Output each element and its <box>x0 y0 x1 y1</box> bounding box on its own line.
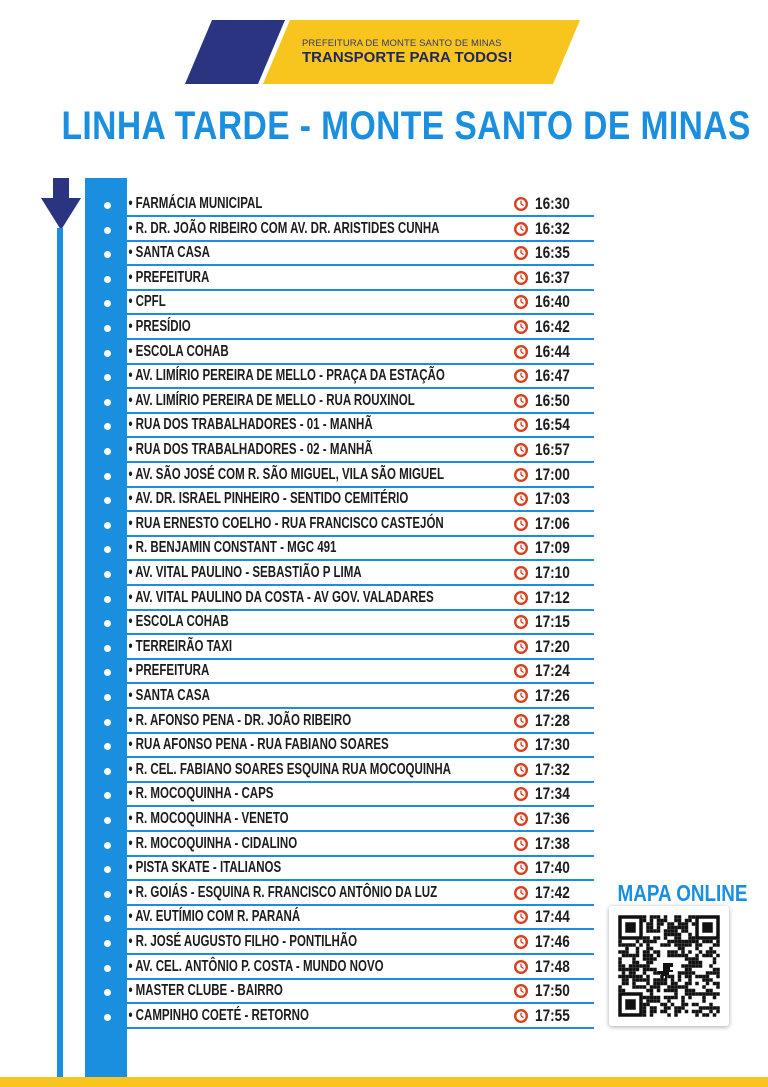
stop-row <box>0 316 600 340</box>
bullet-dot <box>104 694 111 701</box>
stop-time: 17:40 <box>535 858 570 878</box>
stop-time: 17:09 <box>535 538 570 558</box>
clock-icon <box>513 540 529 556</box>
stop-time: 16:35 <box>535 243 570 263</box>
stop-time: 17:15 <box>535 612 570 632</box>
stop-time: 17:50 <box>535 981 570 1001</box>
stop-name: • FARMÁCIA MUNICIPAL <box>128 195 263 212</box>
bullet-dot <box>104 251 111 258</box>
clock-icon <box>513 983 529 999</box>
bullet-dot <box>104 473 111 480</box>
stop-time: 16:57 <box>535 440 570 459</box>
bullet-dot <box>104 768 111 775</box>
stop-name: • AV. LIMÍRIO PEREIRA DE MELLO - PRAÇA DA ESTAÇÃO <box>128 367 445 385</box>
stop-name: • R. GOIÁS - ESQUINA R. FRANCISCO ANTÔNIO DA LUZ <box>128 883 438 901</box>
clock-icon <box>513 713 529 729</box>
clock-icon <box>513 565 529 581</box>
bullet-dot <box>104 915 111 922</box>
bullet-dot <box>104 571 111 578</box>
stop-time: 17:20 <box>535 636 570 656</box>
clock-icon <box>513 221 529 237</box>
stop-row <box>0 833 600 857</box>
stop-time: 16:30 <box>535 194 570 213</box>
stop-time: 17:06 <box>535 513 570 533</box>
stop-time: 17:46 <box>535 932 570 951</box>
stop-row <box>0 488 600 512</box>
clock-icon <box>513 836 529 852</box>
stop-name: • RUA DOS TRABALHADORES - 01 - MANHÃ <box>128 416 373 434</box>
stop-name: • CAMPINHO COETÉ - RETORNO <box>128 1006 309 1024</box>
clock-icon <box>513 245 529 261</box>
stop-name: • RUA ERNESTO COELHO - RUA FRANCISCO CASTEJÓN <box>128 514 444 532</box>
clock-icon <box>513 590 529 606</box>
clock-icon <box>513 614 529 630</box>
clock-icon <box>513 663 529 679</box>
stop-row <box>0 931 600 955</box>
stop-name: • SANTA CASA <box>128 244 210 262</box>
clock-icon <box>513 786 529 802</box>
stop-time: 16:32 <box>535 218 570 238</box>
clock-icon <box>513 762 529 778</box>
stop-name: • MASTER CLUBE - BAIRRO <box>128 982 283 1000</box>
clock-icon <box>513 860 529 876</box>
stop-time: 16:37 <box>535 267 570 287</box>
stop-time: 16:42 <box>535 317 570 336</box>
stop-row <box>0 611 600 635</box>
bullet-dot <box>104 1014 111 1021</box>
stop-time: 16:47 <box>535 366 570 386</box>
stop-row <box>0 193 600 217</box>
stop-time: 17:32 <box>535 759 570 779</box>
bullet-dot <box>104 596 111 603</box>
stop-row <box>0 267 600 291</box>
stop-time: 17:34 <box>535 784 570 804</box>
clock-icon <box>513 368 529 384</box>
bullet-dot <box>104 202 111 209</box>
stop-row <box>0 464 600 488</box>
qr-code-icon <box>609 906 729 1026</box>
bullet-dot <box>104 989 111 996</box>
bullet-dot <box>104 423 111 430</box>
clock-icon <box>513 319 529 335</box>
stop-name: • R. JOSÉ AUGUSTO FILHO - PONTILHÃO <box>128 933 358 950</box>
clock-icon <box>513 639 529 655</box>
stop-name: • PRESÍDIO <box>128 318 191 335</box>
bullet-dot <box>104 350 111 357</box>
clock-icon <box>513 294 529 310</box>
stop-row <box>0 783 600 807</box>
bullet-dot <box>104 669 111 676</box>
clock-icon <box>513 934 529 950</box>
bullet-dot <box>104 965 111 972</box>
stop-name: • ESCOLA COHAB <box>128 342 229 360</box>
clock-icon <box>513 909 529 925</box>
bottom-bar <box>0 1077 768 1087</box>
stop-row <box>0 562 600 586</box>
stop-name: • R. AFONSO PENA - DR. JOÃO RIBEIRO <box>128 711 352 729</box>
bullet-dot <box>104 940 111 947</box>
stop-name: • AV. LIMÍRIO PEREIRA DE MELLO - RUA ROUXINOL <box>128 391 415 409</box>
stop-name: • SANTA CASA <box>128 687 210 704</box>
stop-time: 17:42 <box>535 882 570 902</box>
stop-row <box>0 759 600 783</box>
page-title: LINHA TARDE - MONTE SANTO DE MINAS <box>61 104 751 148</box>
stop-name: • AV. SÃO JOSÉ COM R. SÃO MIGUEL, VILA SÃO MIGUEL <box>128 465 444 483</box>
stop-name: • R. CEL. FABIANO SOARES ESQUINA RUA MOCOQUINHA <box>128 760 451 778</box>
stop-name: • RUA AFONSO PENA - RUA FABIANO SOARES <box>128 736 389 754</box>
stop-row <box>0 1005 600 1029</box>
stop-name: • R. MOCOQUINHA - CIDALINO <box>128 834 298 852</box>
row-underline <box>127 1027 594 1029</box>
stop-time: 17:48 <box>535 956 570 976</box>
stop-row <box>0 808 600 832</box>
stop-name: • AV. VITAL PAULINO DA COSTA - AV GOV. VALADARES <box>128 588 434 606</box>
stop-name: • PREFEITURA <box>128 662 210 680</box>
bullet-dot <box>104 792 111 799</box>
bullet-dot <box>104 891 111 898</box>
stop-name: • AV. DR. ISRAEL PINHEIRO - SENTIDO CEMITÉRIO <box>128 490 409 508</box>
stop-time: 17:38 <box>535 833 570 853</box>
bullet-dot <box>104 374 111 381</box>
qr-title: MAPA ONLINE <box>617 880 748 906</box>
qr-code-box[interactable] <box>609 906 729 1026</box>
stop-row <box>0 906 600 930</box>
stop-name: • R. MOCOQUINHA - VENETO <box>128 810 289 827</box>
clock-icon <box>513 885 529 901</box>
bullet-dot <box>104 325 111 332</box>
clock-icon <box>513 442 529 458</box>
stop-row <box>0 710 600 734</box>
clock-icon <box>513 688 529 704</box>
stop-name: • R. DR. JOÃO RIBEIRO COM AV. DR. ARISTIDES CUNHA <box>128 219 440 237</box>
stop-name: • ESCOLA COHAB <box>128 613 229 631</box>
bullet-dot <box>104 300 111 307</box>
banner-subtitle: PREFEITURA DE MONTE SANTO DE MINAS <box>302 38 502 49</box>
header-banner <box>0 0 768 100</box>
stop-row <box>0 980 600 1004</box>
stop-row <box>0 660 600 684</box>
bullet-dot <box>104 497 111 504</box>
stop-time: 17:12 <box>535 587 570 607</box>
stop-name: • PREFEITURA <box>128 268 210 286</box>
bullet-dot <box>104 719 111 726</box>
stop-row <box>0 857 600 881</box>
stop-row <box>0 365 600 389</box>
stop-time: 17:03 <box>535 489 570 509</box>
stop-row <box>0 636 600 660</box>
clock-icon <box>513 959 529 975</box>
clock-icon <box>513 417 529 433</box>
bullet-dot <box>104 399 111 406</box>
banner-tagline: TRANSPORTE PARA TODOS! <box>302 49 513 66</box>
stop-name: • AV. VITAL PAULINO - SEBASTIÃO P LIMA <box>128 564 362 581</box>
stop-name: • CPFL <box>128 293 166 311</box>
stop-row <box>0 341 600 365</box>
stop-time: 17:30 <box>535 735 570 755</box>
stop-time: 17:44 <box>535 907 570 927</box>
stop-time: 16:54 <box>535 415 570 435</box>
stop-row <box>0 537 600 561</box>
clock-icon <box>513 811 529 827</box>
stop-time: 17:26 <box>535 686 570 705</box>
clock-icon <box>513 737 529 753</box>
stop-row <box>0 882 600 906</box>
stop-row <box>0 685 600 709</box>
stop-row <box>0 956 600 980</box>
stop-row <box>0 414 600 438</box>
bullet-dot <box>104 645 111 652</box>
clock-icon <box>513 196 529 212</box>
stop-row <box>0 242 600 266</box>
clock-icon <box>513 1008 529 1024</box>
bullet-dot <box>104 743 111 750</box>
bullet-dot <box>104 448 111 455</box>
stop-name: • R. BENJAMIN CONSTANT - MGC 491 <box>128 539 337 557</box>
stop-row <box>0 513 600 537</box>
stop-row <box>0 439 600 463</box>
stop-name: • TERREIRÃO TAXI <box>128 637 233 655</box>
stop-name: • RUA DOS TRABALHADORES - 02 - MANHÃ <box>128 441 373 458</box>
stop-row <box>0 218 600 242</box>
bullet-dot <box>104 227 111 234</box>
stop-row <box>0 734 600 758</box>
bullet-dot <box>104 842 111 849</box>
clock-icon <box>513 393 529 409</box>
clock-icon <box>513 344 529 360</box>
clock-icon <box>513 467 529 483</box>
stop-name: • R. MOCOQUINHA - CAPS <box>128 785 274 803</box>
stop-time: 16:50 <box>535 390 570 410</box>
stop-row <box>0 291 600 315</box>
bullet-dot <box>104 276 111 283</box>
stop-row <box>0 587 600 611</box>
clock-icon <box>513 270 529 286</box>
stop-name: • PISTA SKATE - ITALIANOS <box>128 859 282 877</box>
stop-time: 16:44 <box>535 341 570 361</box>
stop-time: 17:24 <box>535 661 570 681</box>
stop-time: 17:55 <box>535 1005 570 1025</box>
stop-row <box>0 390 600 414</box>
stop-time: 17:10 <box>535 563 570 582</box>
bullet-dot <box>104 866 111 873</box>
stop-time: 17:36 <box>535 809 570 828</box>
stop-name: • AV. CEL. ANTÔNIO P. COSTA - MUNDO NOVO <box>128 957 384 975</box>
stop-time: 17:00 <box>535 464 570 484</box>
bullet-dot <box>104 522 111 529</box>
bullet-dot <box>104 546 111 553</box>
clock-icon <box>513 516 529 532</box>
stop-time: 16:40 <box>535 292 570 312</box>
bullet-dot <box>104 620 111 627</box>
bullet-dot <box>104 817 111 824</box>
clock-icon <box>513 491 529 507</box>
stop-name: • AV. EUTÍMIO COM R. PARANÁ <box>128 908 301 926</box>
stop-time: 17:28 <box>535 710 570 730</box>
